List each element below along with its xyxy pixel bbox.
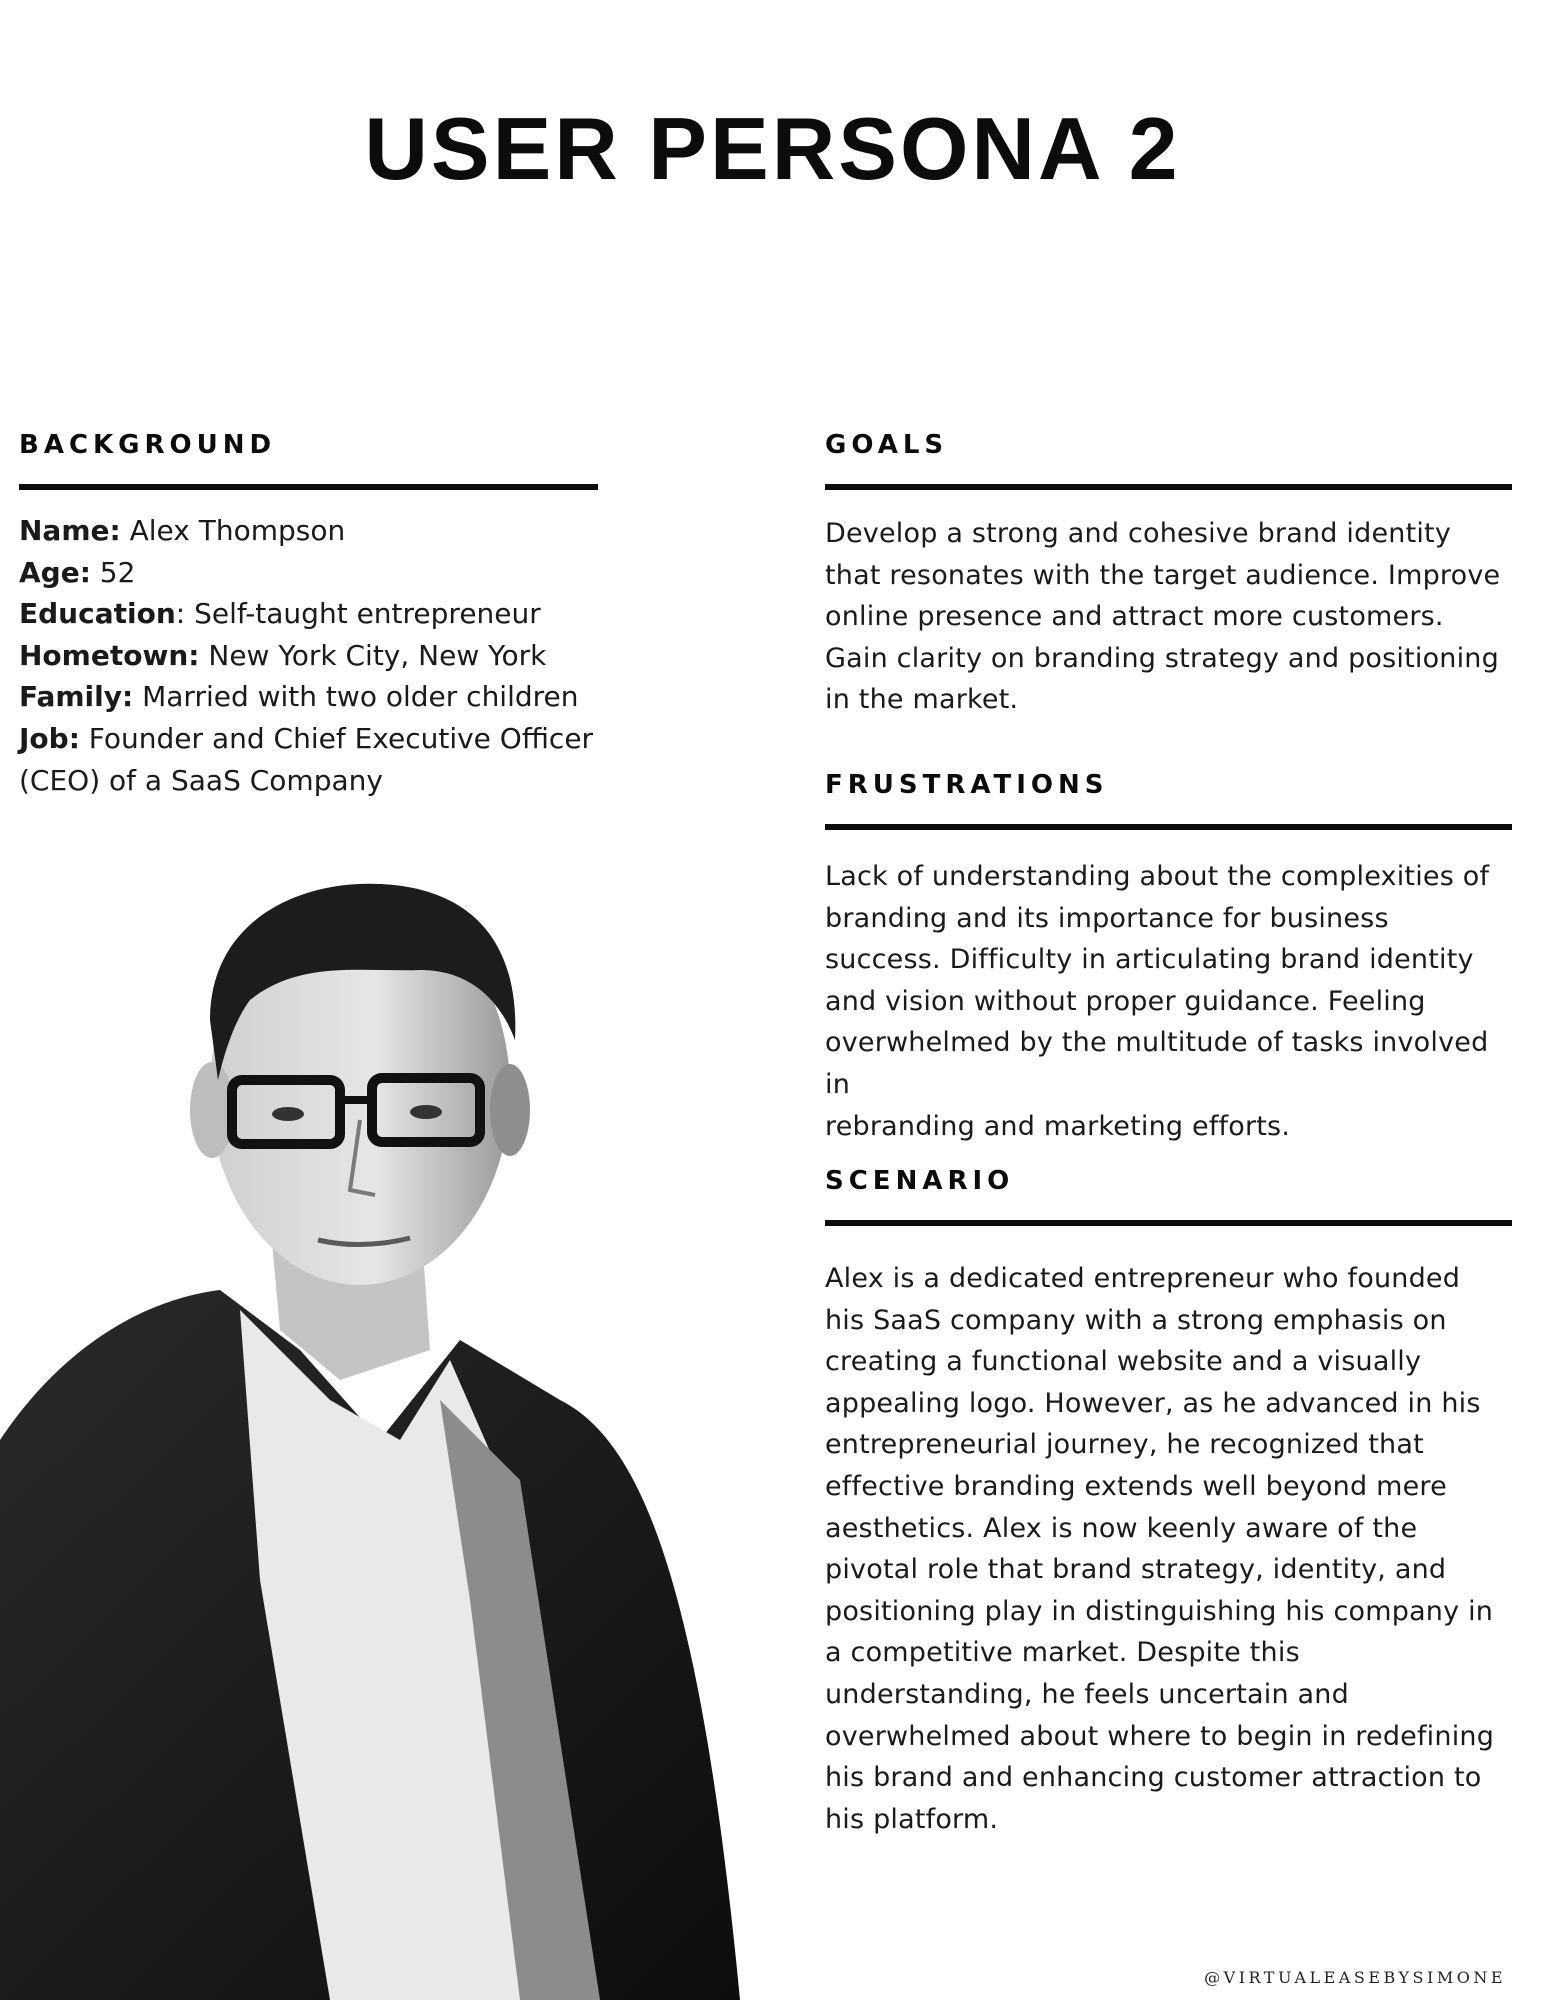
name-label: Name: <box>19 514 121 547</box>
frustrations-line: and vision without proper guidance. Feeling <box>825 985 1426 1017</box>
scenario-line: effective branding extends well beyond mere <box>825 1470 1447 1502</box>
scenario-line: Alex is a dedicated entrepreneur who founded <box>825 1263 1461 1294</box>
job-value: Founder and Chief Executive Officer <box>79 721 594 755</box>
scenario-line: entrepreneurial journey, he recognized that <box>825 1429 1424 1461</box>
scenario-line: appealing logo. However, as he advanced in his <box>825 1387 1481 1419</box>
persona-portrait <box>0 880 760 2000</box>
background-hometown-row <box>19 635 619 677</box>
frustrations-line: rebranding and marketing efforts. <box>825 1110 1291 1142</box>
frustrations-line: branding and its importance for business <box>825 902 1389 934</box>
education-value: : Self-taught entrepreneur <box>175 597 541 631</box>
goals-divider <box>825 484 1512 490</box>
name-value: Alex Thompson <box>120 514 346 547</box>
scenario-line: creating a functional website and a visually <box>825 1346 1422 1378</box>
family-value: Married with two older children <box>133 680 579 714</box>
frustrations-line: success. Difficulty in articulating brand identity <box>825 944 1474 976</box>
goals-line: in the market. <box>825 684 1019 716</box>
frustrations-line: overwhelmed by the multitude of tasks involved in <box>825 1027 1489 1100</box>
scenario-divider <box>825 1220 1512 1226</box>
background-name-row <box>19 510 619 552</box>
background-job-continued: (CEO) of a SaaS Company <box>19 763 383 797</box>
scenario-line: pivotal role that brand strategy, identity, and <box>825 1554 1447 1586</box>
goals-line: that resonates with the target audience. Improve <box>825 559 1501 591</box>
background-divider <box>19 484 598 490</box>
background-education-row <box>19 593 619 635</box>
scenario-line: overwhelmed about where to begin in redefining <box>825 1720 1495 1752</box>
scenario-line: his SaaS company with a strong emphasis on <box>825 1304 1447 1336</box>
goals-text <box>825 513 1515 721</box>
scenario-line: understanding, he feels uncertain and <box>825 1678 1349 1710</box>
job-label: Job: <box>19 721 80 755</box>
page-title: USER PERSONA 2 <box>364 99 1181 198</box>
scenario-line: his brand and enhancing customer attraction to <box>825 1762 1482 1794</box>
goals-line: Gain clarity on branding strategy and positioning <box>825 642 1499 674</box>
education-label: Education <box>19 597 176 631</box>
background-job-row <box>19 718 619 760</box>
scenario-heading: SCENARIO <box>825 1166 1015 1196</box>
goals-line: Develop a strong and cohesive brand identity <box>825 518 1452 549</box>
scenario-line: positioning play in distinguishing his company in <box>825 1595 1494 1627</box>
background-heading: BACKGROUND <box>19 430 277 460</box>
background-details <box>19 510 619 801</box>
scenario-line: a competitive market. Despite this <box>825 1637 1300 1669</box>
age-value: 52 <box>90 555 136 589</box>
goals-line: online presence and attract more customers. <box>825 601 1444 633</box>
scenario-line: aesthetics. Alex is now keenly aware of the <box>825 1512 1418 1544</box>
frustrations-text <box>825 856 1515 1147</box>
footer-handle: @VIRTUALEASEBYSIMONE <box>1204 1968 1506 1987</box>
frustrations-line: Lack of understanding about the complexities of <box>825 861 1490 892</box>
hometown-label: Hometown: <box>19 638 200 672</box>
scenario-text <box>825 1258 1515 1840</box>
hometown-value: New York City, New York <box>199 638 547 672</box>
scenario-line: his platform. <box>825 1803 999 1835</box>
family-label: Family: <box>19 680 134 714</box>
age-label: Age: <box>19 555 91 589</box>
background-family-row <box>19 676 619 718</box>
frustrations-divider <box>825 824 1512 830</box>
frustrations-heading: FRUSTRATIONS <box>825 770 1109 800</box>
goals-heading: GOALS <box>825 430 949 460</box>
ear-right <box>490 1064 530 1156</box>
background-age-row <box>19 552 619 594</box>
